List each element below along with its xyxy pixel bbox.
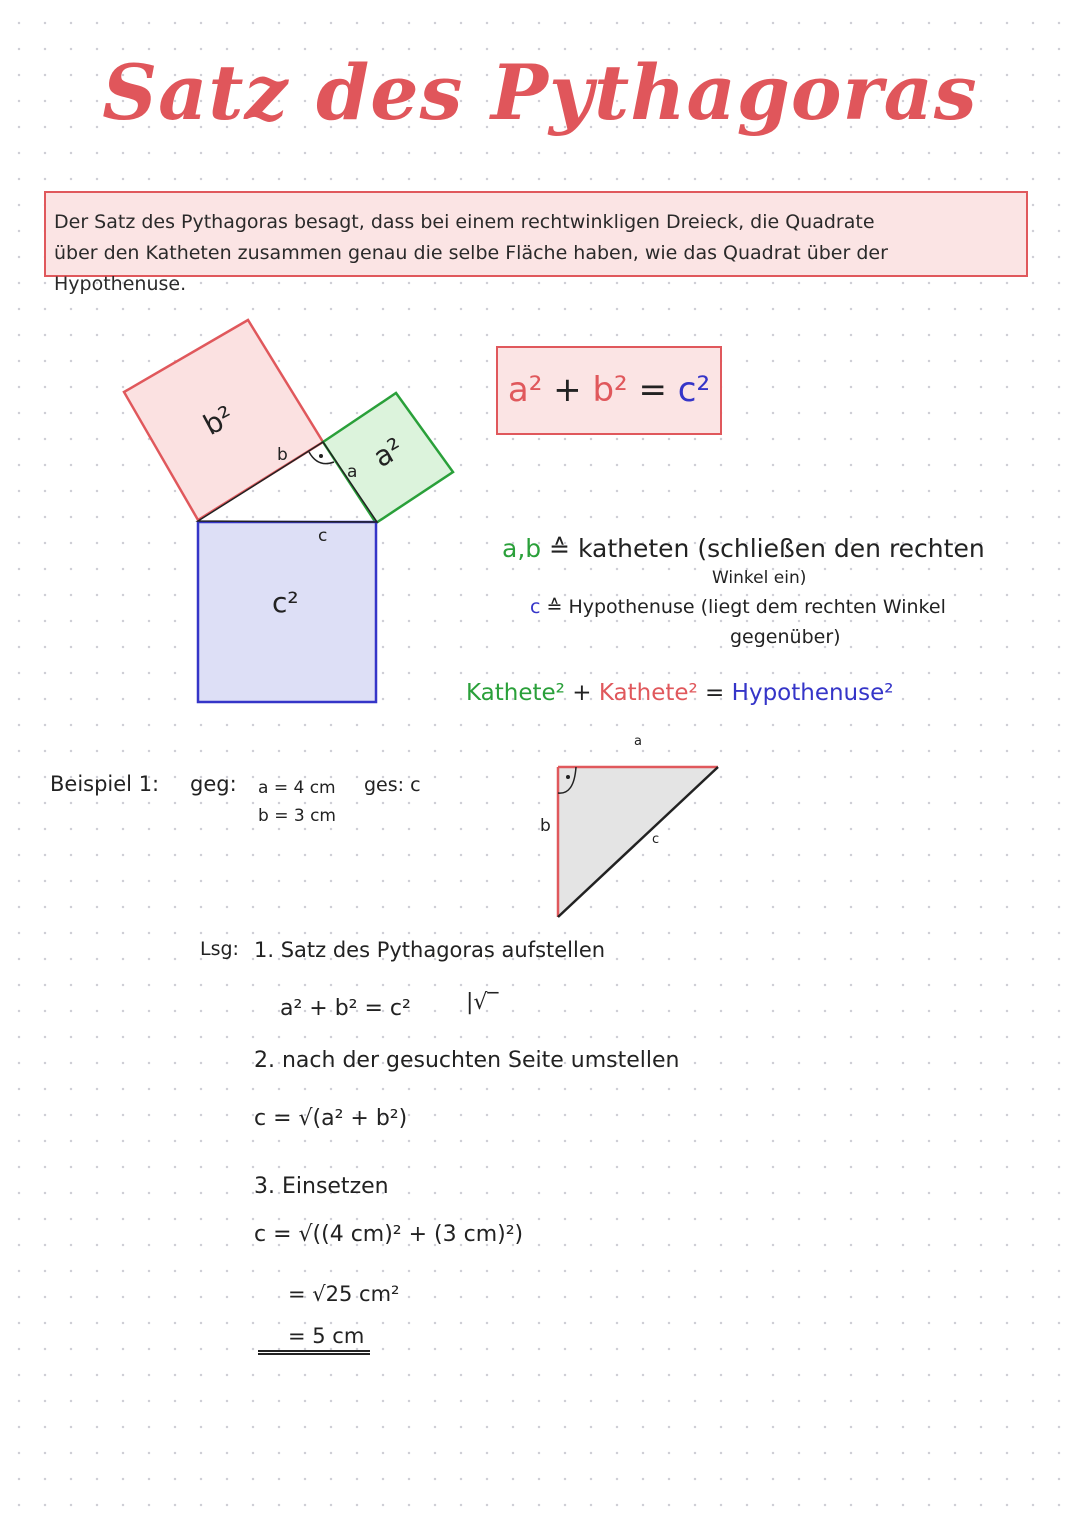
legend-c-desc-2: gegenüber) — [730, 626, 841, 648]
right-triangle — [540, 755, 740, 925]
formula-eq: = — [627, 370, 678, 410]
word-kathete-2: Kathete² — [598, 680, 698, 706]
solution-eq-2: c = √(a² + b²) — [254, 1106, 408, 1131]
formula-c: c² — [677, 370, 711, 410]
side-label-a: a — [347, 462, 358, 482]
legend-c-desc: ≙ Hypothenuse (liegt dem rechten Winkel — [546, 596, 946, 618]
formula-plus: + — [542, 370, 593, 410]
word-eq: = — [697, 680, 732, 706]
side-label-c: c — [318, 526, 328, 546]
solution-step-1: 1. Satz des Pythagoras aufstellen — [254, 938, 606, 962]
formula-b: b² — [592, 370, 628, 410]
formula-a: a² — [507, 370, 543, 410]
word-plus: + — [564, 680, 599, 706]
example-a-value: a = 4 cm — [258, 778, 336, 798]
example-geg: geg: — [190, 772, 237, 796]
definition-line-1: Der Satz des Pythagoras besagt, dass bei einem rechtwinkligen Dreieck, die Quadrate — [54, 211, 875, 233]
label-a-squared: a² — [367, 431, 409, 474]
legend-c: c — [530, 596, 541, 618]
solution-step-3: 3. Einsetzen — [254, 1174, 389, 1199]
label-c-squared: c² — [272, 586, 299, 619]
triangle-label-c: c — [652, 832, 660, 847]
legend-ab-desc-2: Winkel ein) — [712, 568, 807, 588]
example-label: Beispiel 1: — [50, 772, 160, 796]
legend-katheten — [502, 534, 985, 563]
word-hypothenuse: Hypothenuse² — [731, 680, 894, 706]
solution-lsg: Lsg: — [200, 938, 239, 960]
word-formula — [466, 680, 894, 706]
example-b-value: b = 3 cm — [258, 806, 336, 826]
word-kathete-1: Kathete² — [466, 680, 565, 706]
definition-line-2: über den Katheten zusammen genau die selbe Fläche haben, wie das Quadrat über der Hypothenuse. — [54, 242, 888, 295]
legend-hypothenuse — [530, 596, 946, 618]
solution-eq-3: c = √((4 cm)² + (3 cm)²) — [254, 1222, 524, 1247]
side-label-b: b — [277, 445, 288, 465]
triangle-label-a: a — [634, 734, 642, 749]
example-ges: ges: c — [364, 774, 421, 796]
formula-box — [496, 346, 722, 435]
page-title: Satz des Pythagoras — [102, 48, 978, 137]
triangle-right-angle-dot — [566, 775, 570, 779]
solution-eq-4: = √25 cm² — [288, 1282, 400, 1306]
solution-eq-1: a² + b² = c² — [280, 996, 411, 1021]
triangle-label-b: b — [540, 816, 551, 836]
right-angle-dot — [319, 454, 323, 458]
solution-root-symbol: |√‾ — [466, 990, 499, 1015]
solution-step-2: 2. nach der gesuchten Seite umstellen — [254, 1048, 680, 1073]
legend-ab: a,b — [502, 534, 542, 563]
solution-result: = 5 cm — [258, 1324, 370, 1355]
legend-ab-desc: ≙ katheten (schließen den rechten — [549, 534, 985, 563]
label-b-squared: b² — [197, 399, 240, 442]
